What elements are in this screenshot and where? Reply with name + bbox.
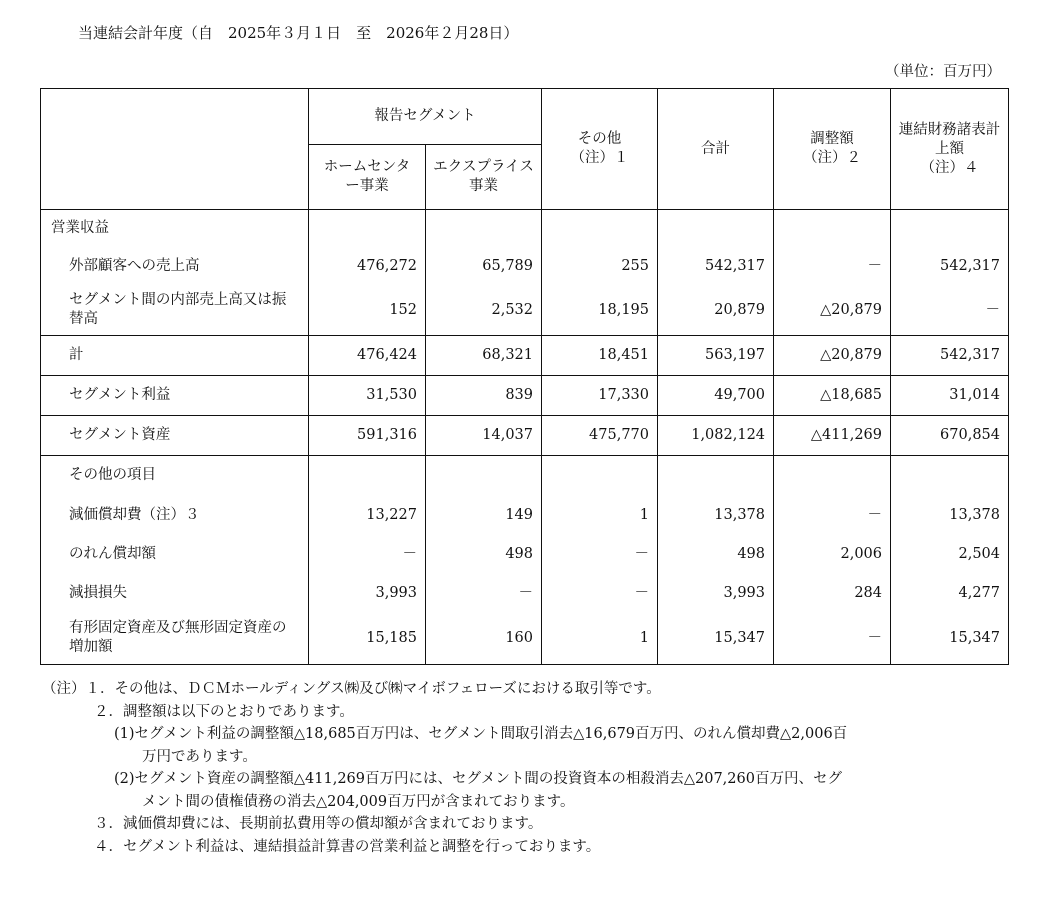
- table-row: [41, 574, 1009, 613]
- header-other: その他 （注）１: [542, 89, 658, 210]
- cell-value: 2,006: [774, 535, 891, 574]
- cell-value: 498: [658, 535, 774, 574]
- cell-value: －: [542, 535, 658, 574]
- cell-value: 475,770: [542, 416, 658, 456]
- cell-value: 498: [426, 535, 542, 574]
- cell-value: 284: [774, 574, 891, 613]
- cell-value: 4,277: [891, 574, 1009, 613]
- cell-value: 49,700: [658, 376, 774, 416]
- cell-value: －: [774, 496, 891, 535]
- note-2-2: (2)セグメント資産の調整額△411,269百万円には、セグメント間の投資資本の相殺消去△207,260百万円、セグ: [114, 771, 842, 787]
- cell-value: －: [309, 535, 426, 574]
- cell-value: △20,879: [774, 336, 891, 376]
- cell-value: 839: [426, 376, 542, 416]
- cell-value: 20,879: [658, 286, 774, 336]
- segment-table: [40, 88, 1009, 665]
- cell-value: 3,993: [309, 574, 426, 613]
- cell-value: 13,227: [309, 496, 426, 535]
- cell-value: 476,424: [309, 336, 426, 376]
- note-1: （注）１．その他は、ＤＣＭホールディングス㈱及び㈱マイボフェローズにおける取引等です。: [42, 681, 661, 697]
- header-reportable: 報告セグメント: [309, 89, 542, 145]
- row-label: セグメント利益: [41, 376, 309, 416]
- table-row: [41, 286, 1009, 336]
- cell-value: 31,014: [891, 376, 1009, 416]
- cell-value: 255: [542, 248, 658, 286]
- header-total: 合計: [658, 89, 774, 210]
- notes-section: [42, 678, 1012, 858]
- cell-value: 542,317: [658, 248, 774, 286]
- cell-value: 542,317: [891, 336, 1009, 376]
- row-label: 減価償却費（注）３: [41, 496, 309, 535]
- cell-value: 13,378: [658, 496, 774, 535]
- row-label: その他の項目: [41, 456, 309, 496]
- cell-value: 591,316: [309, 416, 426, 456]
- row-label: セグメント間の内部売上高又は振替高: [41, 286, 309, 336]
- cell-value: 15,347: [658, 613, 774, 665]
- cell-value: 2,504: [891, 535, 1009, 574]
- row-label: 営業収益: [41, 210, 309, 248]
- cell-value: －: [542, 574, 658, 613]
- cell-value: 476,272: [309, 248, 426, 286]
- cell-value: 31,530: [309, 376, 426, 416]
- row-label: 計: [41, 336, 309, 376]
- row-label: のれん償却額: [41, 535, 309, 574]
- header-consolidated: 連結財務諸表計上額 （注）４: [891, 89, 1009, 210]
- header-home-center: ホームセンター事業: [309, 145, 426, 210]
- cell-value: 13,378: [891, 496, 1009, 535]
- note-2-2-cont: メント間の債権債務の消去△204,009百万円が含まれております。: [142, 793, 575, 810]
- table-row: [41, 376, 1009, 416]
- table-row: [41, 613, 1009, 665]
- table-row: [41, 456, 1009, 496]
- cell-value: 1,082,124: [658, 416, 774, 456]
- header-enterprise: エクスプライス事業: [426, 145, 542, 210]
- cell-value: 18,451: [542, 336, 658, 376]
- cell-value: 14,037: [426, 416, 542, 456]
- table-row: [41, 210, 1009, 248]
- table-row: [41, 336, 1009, 376]
- cell-value: △20,879: [774, 286, 891, 336]
- note-2-1: (1)セグメント利益の調整額△18,685百万円は、セグメント間取引消去△16,679百万円、のれん償却費△2,006百: [114, 726, 848, 742]
- header-adjust: 調整額 （注）２: [774, 89, 891, 210]
- cell-value: △18,685: [774, 376, 891, 416]
- table-row: [41, 416, 1009, 456]
- cell-value: －: [774, 248, 891, 286]
- note-2-1-cont: 万円であります。: [142, 748, 257, 765]
- cell-value: 17,330: [542, 376, 658, 416]
- row-label: 有形固定資産及び無形固定資産の増加額: [41, 613, 309, 665]
- note-2: ２．調整額は以下のとおりであります。: [94, 703, 354, 720]
- table-row: [41, 496, 1009, 535]
- cell-value: 3,993: [658, 574, 774, 613]
- cell-value: －: [774, 613, 891, 665]
- cell-value: 2,532: [426, 286, 542, 336]
- header-blank: [41, 89, 309, 210]
- cell-value: －: [426, 574, 542, 613]
- unit-label: （単位：百万円）: [885, 64, 1001, 80]
- table-row: [41, 248, 1009, 286]
- note-4: ４．セグメント利益は、連結損益計算書の営業利益と調整を行っております。: [94, 838, 601, 855]
- table-row: [41, 535, 1009, 574]
- cell-value: 542,317: [891, 248, 1009, 286]
- row-label: 減損損失: [41, 574, 309, 613]
- period-title: 当連結会計年度（自 2025年３月１日 至 2026年２月28日）: [78, 24, 519, 42]
- row-label: 外部顧客への売上高: [41, 248, 309, 286]
- cell-value: 152: [309, 286, 426, 336]
- note-3: ３．減価償却費には、長期前払費用等の償却額が含まれております。: [94, 816, 543, 832]
- row-label: セグメント資産: [41, 416, 309, 456]
- cell-value: 160: [426, 613, 542, 665]
- cell-value: 68,321: [426, 336, 542, 376]
- cell-value: 149: [426, 496, 542, 535]
- cell-value: 65,789: [426, 248, 542, 286]
- cell-value: 670,854: [891, 416, 1009, 456]
- cell-value: 563,197: [658, 336, 774, 376]
- cell-value: 15,185: [309, 613, 426, 665]
- cell-value: 18,195: [542, 286, 658, 336]
- cell-value: 15,347: [891, 613, 1009, 665]
- cell-value: －: [891, 286, 1009, 336]
- cell-value: △411,269: [774, 416, 891, 456]
- cell-value: 1: [542, 613, 658, 665]
- cell-value: 1: [542, 496, 658, 535]
